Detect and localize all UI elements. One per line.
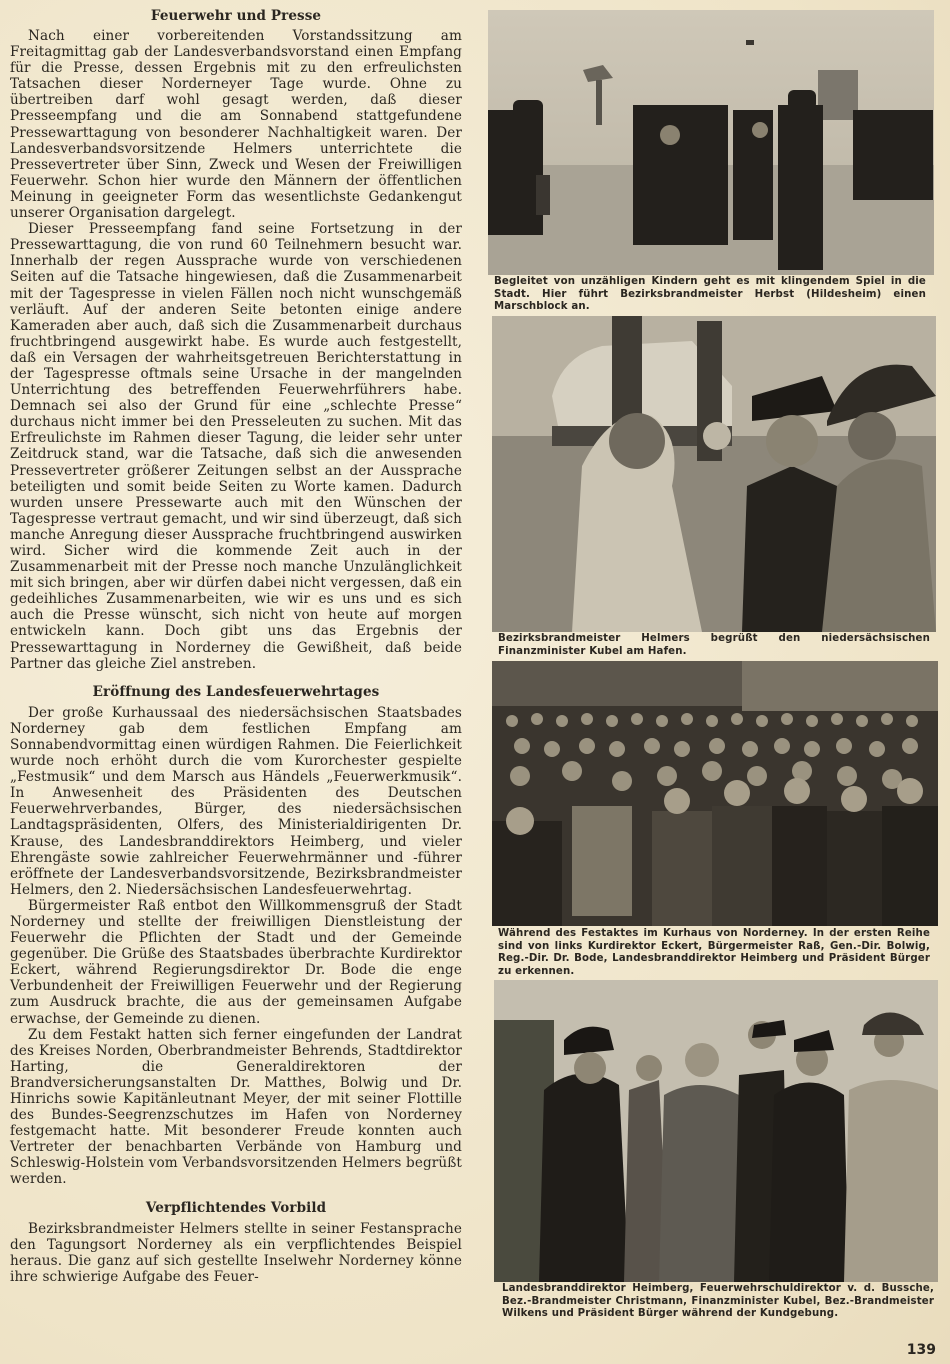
paragraph: Dieser Presseempfang fand seine Fortsetzung in der Pressewarttagung, die von rund 60 Teilnehmern besucht war. Innerhalb der regen Aussprache wurde von verschiedenen Seiten auf die Tatsache hingewiesen, daß die Zusammenarbeit mit der Tagespresse in vielen Fällen noch nicht wunschgemäß verläuft. Auf der anderen Seite betonten einige andere Kameraden aber auch, daß sich die Zusammenarbeit durchaus fruchtbringend ausgewirkt habe. Es wurde auch festgestellt, daß ein Versagen der wahrheitsgetreuen Berichterstattung in der Tagespresse oftmals seine Ursache in der mangelnden Unterrichtung des betreffenden Feuerwehrführers habe. Demnach sei also der Grund für eine „schlechte Presse“ durchaus nicht immer bei den Presseleuten zu suchen. Mit das Erfreulichste im Rahmen dieser Tagung, die leider sehr unter Zeitdruck stand, war die Tatsache, daß sich die anwesenden Pressevertreter größerer Zeitungen selbst an der Aussprache beteiligten und somit beide Seiten zu Worte kamen. Dadurch wurden unsere Pressewarte auch mit den Wünschen der Tagespresse vertraut gemacht, und wir sind überzeugt, daß sich manche Anregung dieser Aussprache fruchtbringend auswirken wird. Sicher wird die kommende Zeit auch in der Zusammenarbeit mit der Presse noch manche Unzulänglichkeit mit sich bringen, aber wir dürfen dabei nicht vergessen, daß ein gedeihliches Zusammenarbeiten, wie wir es uns und es sich auch die Presse wünscht, sich nicht von heute auf morgen entwickeln kann. Doch gibt uns das Ergebnis der Pressewarttagung in Norderney die Gewißheit, daß beide Partner das gleiche Ziel anstreben.	[10, 221, 462, 672]
photo-kurhaus-audience	[492, 661, 938, 926]
photo-marching-band	[488, 10, 934, 275]
photo-caption-marching-band: Begleitet von unzähligen Kindern geht es mit klingendem Spiel in die Stadt. Hier führt Bezirksbrandmeister Herbst (Hildesheim) einen Marschblock an.	[494, 276, 926, 313]
photo-caption-kurhaus-audience: Während des Festaktes im Kurhaus von Norderney. In der ersten Reihe sind von links Kurdirektor Eckert, Bürgermeister Raß, Gen.-Dir. Bolwig, Reg.-Dir. Dr. Bode, Landesbranddirektor Heimberg und Präsident Bürger zu erkennen.	[498, 928, 930, 977]
photo-caption-officials-group: Landesbranddirektor Heimberg, Feuerwehrschuldirektor v. d. Bussche, Bez.-Brandmeister Christmann, Finanzminister Kubel, Bez.-Brandmeister Wilkens und Präsident Bürger während der Kundgebung.	[502, 1283, 934, 1320]
photo-harbor-greeting-image	[492, 316, 936, 632]
paragraph: Bürgermeister Raß entbot den Willkommensgruß der Stadt Norderney und stellte der freiwilligen Dienstleistung der Feuerwehr die Pflichten der Stadt und der Gemeinde gegenüber. Die Grüße des Staatsbades überbrachte Kurdirektor Eckert, während Regierungsdirektor Dr. Bode die enge Verbundenheit der Freiwilligen Feuerwehr und der Regierung zum Ausdruck brachte, die aus der gemeinsamen Aufgabe erwachse, der Gemeinde zu dienen.	[10, 897, 462, 1027]
photo-marching-band-image	[488, 10, 934, 275]
paragraph: Nach einer vorbereitenden Vorstandssitzung am Freitagmittag gab der Landesverbandsvorstand einen Empfang für die Presse, dessen Ergebnis mit zu den erfreulichsten Tatsachen dieser Norderneyer Tage wurde. Ohne zu übertreiben darf wohl gesagt werden, daß dieser Presseempfang und die am Sonnabend stattgefundene Pressewarttagung von besonderer Nachhaltigkeit waren. Der Landesverbandsvorsitzende Helmers unterrichtete die Pressevertreter über Sinn, Zweck und Wesen der Freiwilligen Feuerwehr. Schon hier wurde den Männern der öffentlichen Meinung in geeigneter Form das wesentlichste Gedankengut unserer Organisation dargelegt.	[10, 28, 462, 222]
photo-officials-group	[494, 980, 938, 1282]
photo-harbor-greeting	[492, 316, 936, 632]
page-number: 139	[906, 1342, 936, 1358]
photo-caption-harbor-greeting: Bezirksbrandmeister Helmers begrüßt den niedersächsischen Finanzminister Kubel am Hafen.	[498, 633, 930, 657]
section-heading-eroeffnung: Eröffnung des Landesfeuerwehrtages	[92, 683, 380, 700]
photo-kurhaus-audience-image	[492, 661, 938, 926]
paragraph: Zu dem Festakt hatten sich ferner eingefunden der Landrat des Kreises Norden, Oberbrandmeister Behrends, Stadtdirektor Harting, die Generaldirektoren der Brandversicherungsanstalten Dr. Matthes, Bolwig und Dr. Hinrichs sowie Kapitänleutnant Meyer, der mit seiner Flottille des Bundes-Seegrenzschutzes im Hafen von Norderney festgemacht hatte. Mit besonderer Freude konnten auch Vertreter der benachbarten Verbände von Hamburg und Schleswig-Holstein vom Verbandsvorsitzenden Helmers begrüßt werden.	[10, 1026, 462, 1188]
photo-officials-group-image	[494, 980, 938, 1282]
section-heading-verpflichtendes-vorbild: Verpflichtendes Vorbild	[145, 1199, 327, 1216]
section-heading-feuerwehr-presse: Feuerwehr und Presse	[150, 8, 322, 24]
paragraph: Der große Kurhaussaal des niedersächsischen Staatsbades Norderney gab dem festlichen Empfang am Sonnabendvormittag einen würdigen Rahmen. Die Feierlichkeit wurde noch erhöht durch die vom Kurorchester gespielte „Festmusik“ und dem Marsch aus Händels „Feuerwerkmusik“. In Anwesenheit des Präsidenten des Deutschen Feuerwehrverbandes, Bürger, des niedersächsischen Landtagspräsidenten, Olfers, des Ministerialdirigenten Dr. Krause, des Landesbranddirektors Heimberg, und vieler Ehrengäste sowie zahlreicher Feuerwehrmänner und -führer eröffnete der Landesverbandsvorsitzende, Bezirksbrandmeister Helmers, den 2. Niedersächsischen Landesfeuerwehrtag.	[10, 704, 462, 898]
article-column	[10, 6, 462, 1285]
paragraph: Bezirksbrandmeister Helmers stellte in seiner Festansprache den Tagungsort Norderney als ein verpflichtendes Beispiel heraus. Die ganz auf sich gestellte Inselwehr Norderney könne ihre schwierige Aufgabe des Feuer-	[10, 1220, 462, 1285]
